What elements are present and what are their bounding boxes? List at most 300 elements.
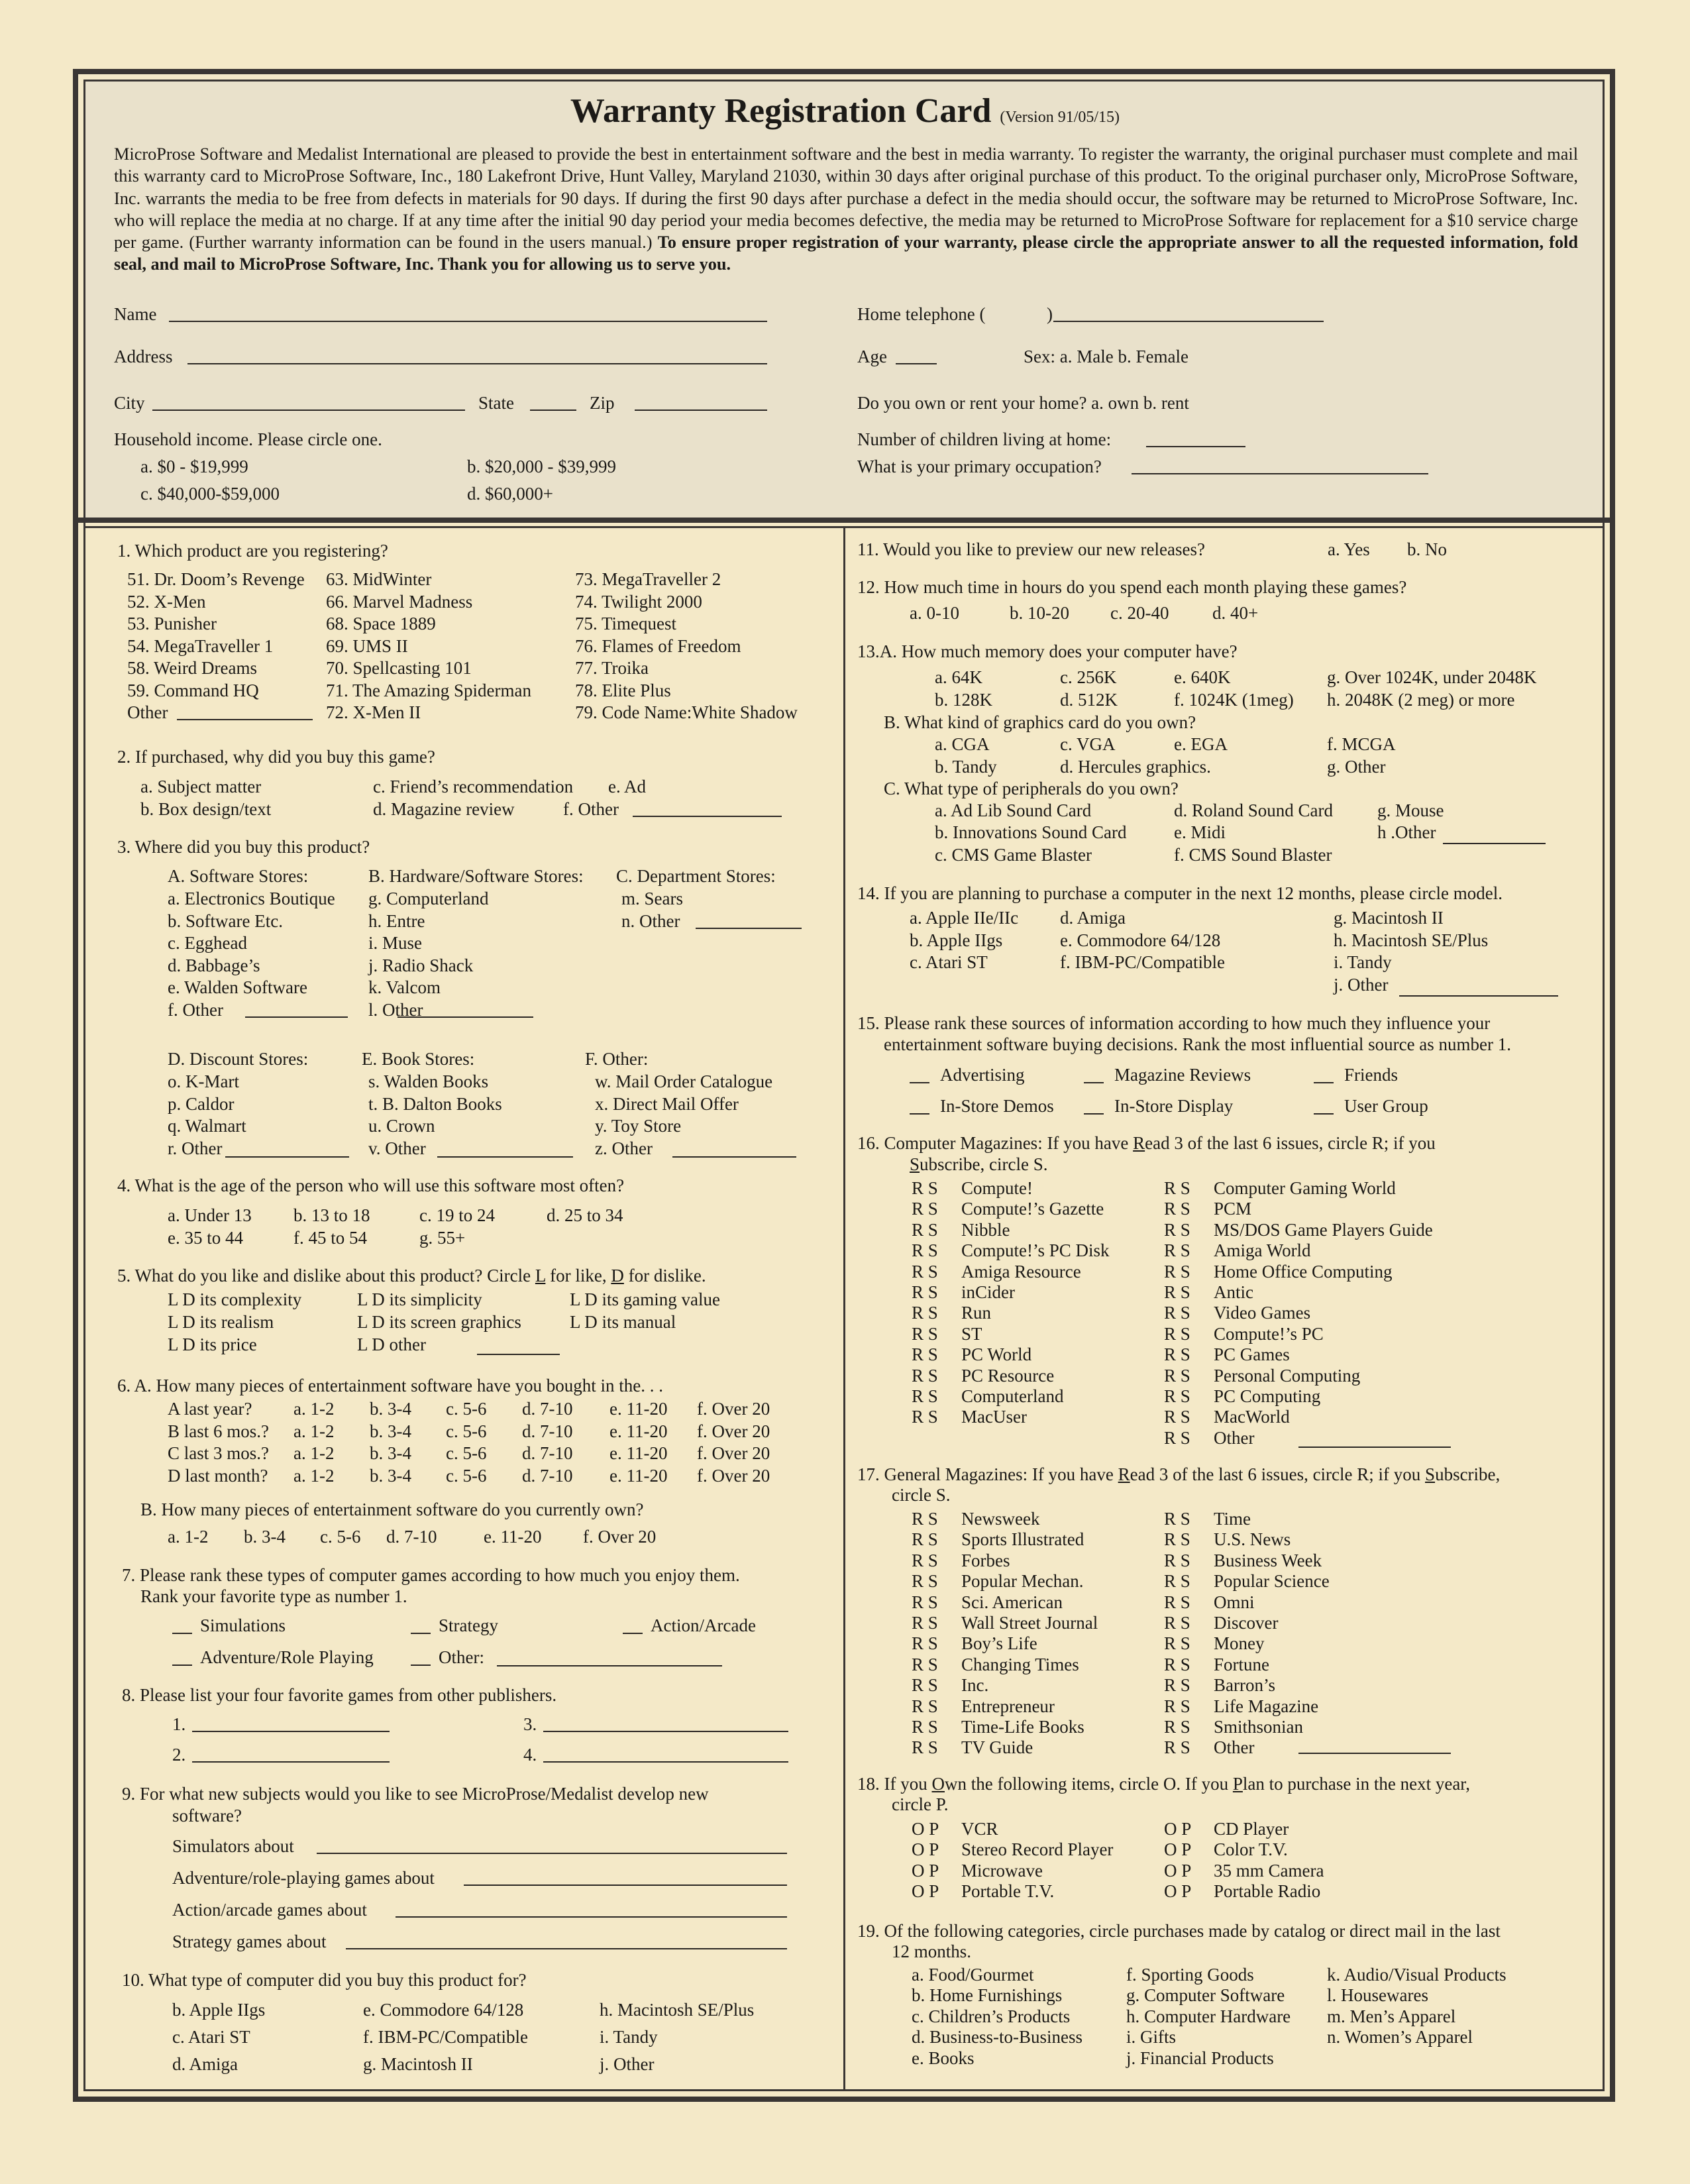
q17-question-1 [857, 1464, 1500, 1486]
q16-magazine-marker[interactable]: R S [1164, 1323, 1190, 1344]
q17-magazine-marker[interactable]: R S [1164, 1717, 1190, 1737]
q6-count-option[interactable]: c. 5-6 [446, 1399, 487, 1419]
q10-computer-option[interactable]: j. Other [600, 2054, 655, 2074]
q12-time-option[interactable]: b. 10-20 [1010, 603, 1069, 623]
q17-magazine-marker[interactable]: R S [912, 1717, 938, 1737]
q19-category-option[interactable]: m. Men’s Apparel [1327, 2006, 1456, 2026]
q6-count-option[interactable]: d. 7-10 [522, 1421, 573, 1441]
q16-magazine-marker[interactable]: R S [912, 1365, 938, 1386]
q13b-graphics-option[interactable]: f. MCGA [1327, 734, 1396, 754]
q18-item-marker[interactable]: O P [912, 1860, 939, 1881]
q7-game-type: Action/Arcade [651, 1615, 756, 1635]
q7-rank-blank[interactable] [172, 1633, 192, 1634]
q1-product-option[interactable]: 59. Command HQ [127, 680, 259, 700]
q9-adventure-field[interactable] [464, 1884, 787, 1886]
q1-product-option[interactable]: 66. Marvel Madness [326, 591, 473, 612]
q14-computer-option[interactable]: e. Commodore 64/128 [1060, 930, 1221, 950]
q13c-peripheral-option[interactable]: f. CMS Sound Blaster [1174, 845, 1332, 865]
q12-time-option[interactable]: c. 20-40 [1110, 603, 1169, 623]
q6-count-option[interactable]: e. 11-20 [609, 1443, 668, 1463]
q16-text-R: R [1133, 1133, 1145, 1153]
q19-category-option[interactable]: f. Sporting Goods [1126, 1965, 1254, 1985]
q3-v-other-field[interactable] [437, 1156, 573, 1158]
q16-magazine-marker[interactable]: R S [1164, 1219, 1190, 1240]
q16-other-field[interactable] [1298, 1447, 1451, 1448]
q6-count-option[interactable]: D last month? [168, 1465, 268, 1486]
q16-magazine-marker[interactable]: R S [912, 1323, 938, 1344]
q9-simulators-field[interactable] [317, 1853, 787, 1854]
q16-magazine-marker[interactable]: R S [1164, 1386, 1190, 1406]
q1-product-option[interactable]: 69. UMS II [326, 635, 408, 656]
q8-field-1[interactable] [192, 1731, 390, 1732]
q6-count-option[interactable]: b. 3-4 [370, 1443, 411, 1463]
q17-magazine-marker[interactable]: R S [912, 1529, 938, 1550]
q16-magazine-marker[interactable]: R S [912, 1344, 938, 1365]
q6-count-option[interactable]: d. 7-10 [522, 1399, 573, 1419]
q3-store-option[interactable]: u. Crown [368, 1116, 435, 1136]
q16-magazine: ST [961, 1323, 982, 1344]
q9-strategy-field[interactable] [346, 1948, 787, 1949]
q3-store-option[interactable]: p. Caldor [168, 1093, 235, 1114]
q13c-other-field[interactable] [1443, 843, 1546, 844]
q8-num-4: 4. [523, 1745, 537, 1765]
q3-store-option[interactable]: t. B. Dalton Books [368, 1093, 502, 1114]
q6-count-option[interactable]: a. 1-2 [293, 1421, 335, 1441]
q17-magazine-marker[interactable]: R S [912, 1696, 938, 1716]
q14-computer-option[interactable]: f. IBM-PC/Compatible [1060, 952, 1225, 972]
address-label: Address [114, 347, 173, 366]
q17-magazine-marker[interactable]: R S [912, 1613, 938, 1633]
q15-rank-blank[interactable] [1084, 1082, 1104, 1083]
q1-product-option[interactable]: 74. Twilight 2000 [575, 591, 702, 612]
q1-product-option[interactable]: 58. Weird Dreams [127, 658, 258, 678]
q1-product-option[interactable]: 79. Code Name:White Shadow [575, 702, 798, 722]
q18-item: CD Player [1214, 1819, 1289, 1839]
q17-magazine-marker[interactable]: R S [912, 1737, 938, 1758]
q2-option-e[interactable]: e. Ad [608, 777, 646, 796]
q6-count-option[interactable]: b. 3-4 [370, 1421, 411, 1441]
q15-rank-blank[interactable] [1314, 1082, 1334, 1083]
q4-age-option[interactable]: a. Under 13 [168, 1205, 252, 1225]
q3-store-option[interactable]: o. K-Mart [168, 1071, 239, 1091]
q6-count-option[interactable]: f. Over 20 [697, 1421, 770, 1441]
home-phone-field[interactable] [1053, 321, 1324, 322]
q2-other-field[interactable] [633, 816, 782, 817]
q14-computer-option[interactable]: b. Apple IIgs [910, 930, 1003, 950]
q6b-count-option[interactable]: d. 7-10 [386, 1527, 437, 1547]
q6-count-option[interactable]: c. 5-6 [446, 1465, 487, 1486]
q6-count-option[interactable]: e. 11-20 [609, 1465, 668, 1486]
q6-count-option[interactable]: a. 1-2 [293, 1465, 335, 1486]
q6-count-option[interactable]: B last 6 mos.? [168, 1421, 269, 1441]
q6-count-option[interactable]: d. 7-10 [522, 1443, 573, 1463]
q19-question-1: 19. Of the following categories, circle purchases made by catalog or direct mail in the last [857, 1921, 1501, 1941]
q3-store-option[interactable]: a. Electronics Boutique [168, 889, 335, 908]
q16-magazine-marker[interactable]: R S [1164, 1282, 1190, 1302]
q7-rank-blank[interactable] [623, 1633, 643, 1634]
q17-magazine-marker[interactable]: R S [1164, 1654, 1190, 1674]
q14-computer-option[interactable]: a. Apple IIe/IIc [910, 908, 1019, 928]
q17-magazine-marker[interactable]: R S [912, 1550, 938, 1570]
q4-age-option[interactable]: f. 45 to 54 [293, 1228, 367, 1248]
q17-magazine: Business Week [1214, 1550, 1322, 1570]
q13c-peripheral-option[interactable]: a. Ad Lib Sound Card [935, 800, 1092, 820]
q6-count-option[interactable]: f. Over 20 [697, 1399, 770, 1419]
q16-magazine-marker[interactable]: R S [912, 1219, 938, 1240]
q13b-graphics-option[interactable]: g. Other [1327, 757, 1386, 777]
own-rent-question[interactable]: Do you own or rent your home? a. own b. rent [857, 393, 1189, 413]
q10-computer-option[interactable]: h. Macintosh SE/Plus [600, 2000, 755, 2020]
q6-count-option[interactable]: b. 3-4 [370, 1399, 411, 1419]
q16-magazine-marker[interactable]: R S [912, 1199, 938, 1219]
q15-rank-blank[interactable] [910, 1113, 929, 1115]
q10-computer-option[interactable]: b. Apple IIgs [172, 2000, 266, 2020]
q13b-graphics-option[interactable]: c. VGA [1060, 734, 1116, 754]
q18-item-marker[interactable]: O P [912, 1819, 939, 1839]
q4-age-option[interactable]: d. 25 to 34 [547, 1205, 623, 1225]
q16-magazine-marker[interactable]: R S [1164, 1365, 1190, 1386]
q5-like-dislike-option[interactable]: L D its screen graphics [357, 1312, 521, 1332]
q9-action-field[interactable] [396, 1916, 787, 1918]
q16-magazine: Compute! [961, 1178, 1033, 1198]
q3-store-option[interactable]: l. Other [368, 999, 423, 1020]
q13c-peripheral-option[interactable]: g. Mouse [1377, 800, 1444, 820]
q1-product-option[interactable]: 63. MidWinter [326, 569, 432, 589]
q10-computer-option[interactable]: d. Amiga [172, 2054, 238, 2074]
age-field[interactable] [896, 363, 937, 364]
occupation-field[interactable] [1132, 473, 1428, 474]
q17-magazine-marker[interactable]: R S [912, 1675, 938, 1696]
q9-simulators: Simulators about [172, 1836, 294, 1856]
q19-category-option[interactable]: i. Gifts [1126, 2027, 1177, 2048]
q15-rank-blank[interactable] [910, 1082, 929, 1083]
q1-product-option[interactable]: 70. Spellcasting 101 [326, 658, 472, 678]
q17-magazine-marker[interactable]: R S [1164, 1571, 1190, 1592]
q6b-count-option[interactable]: f. Over 20 [583, 1527, 657, 1547]
q16-magazine: PC Computing [1214, 1386, 1321, 1406]
q1-product-option[interactable]: 75. Timequest [575, 614, 677, 633]
q2-option-c[interactable]: c. Friend’s recommendation [373, 777, 574, 796]
q3-store-option[interactable]: g. Computerland [368, 889, 489, 908]
q16-magazine: Home Office Computing [1214, 1261, 1393, 1282]
income-option-a[interactable]: a. $0 - $19,999 [140, 457, 248, 476]
q1-question: 1. Which product are you registering? [117, 541, 388, 561]
q13c-peripheral-option[interactable]: c. CMS Game Blaster [935, 845, 1092, 865]
q13c-peripheral-option[interactable]: d. Roland Sound Card [1174, 800, 1333, 820]
q19-category-option[interactable]: h. Computer Hardware [1126, 2006, 1291, 2026]
q17-magazine: Inc. [961, 1675, 989, 1696]
q13a-memory-option[interactable]: d. 512K [1060, 690, 1118, 710]
q5-like-dislike-option[interactable]: L D its simplicity [357, 1289, 482, 1309]
q16-magazine-marker[interactable]: R S [1164, 1344, 1190, 1365]
q3-b-other-field[interactable] [397, 1016, 533, 1018]
q1-product-option[interactable]: 78. Elite Plus [575, 680, 671, 700]
children-field[interactable] [1146, 446, 1245, 447]
q17-magazine: TV Guide [961, 1737, 1033, 1758]
q17-magazine-marker[interactable]: R S [1164, 1550, 1190, 1570]
q11-no[interactable]: b. No [1407, 539, 1447, 559]
income-option-b[interactable]: b. $20,000 - $39,999 [467, 457, 616, 476]
q3-store-option[interactable]: e. Walden Software [168, 977, 308, 997]
q7-rank-blank[interactable] [172, 1665, 192, 1666]
q3-store-option[interactable]: m. Sears [621, 889, 683, 908]
q3-store-option[interactable]: h. Entre [368, 910, 425, 931]
q14-computer-option[interactable]: g. Macintosh II [1334, 908, 1444, 928]
q17-magazine-marker[interactable]: R S [1164, 1633, 1190, 1654]
income-option-c[interactable]: c. $40,000-$59,000 [140, 484, 280, 504]
q17-magazine: Life Magazine [1214, 1696, 1319, 1716]
q15-rank-blank[interactable] [1084, 1113, 1104, 1115]
q3-header-c: C. Department Stores: [616, 866, 776, 886]
q3-store-option[interactable]: z. Other [595, 1138, 653, 1158]
q3-z-other-field[interactable] [672, 1156, 796, 1158]
sex-options[interactable]: Sex: a. Male b. Female [1024, 347, 1188, 366]
q17-magazine-marker[interactable]: R S [1164, 1675, 1190, 1696]
q6-count-option[interactable]: d. 7-10 [522, 1465, 573, 1486]
q4-age-option[interactable]: b. 13 to 18 [293, 1205, 370, 1225]
q16-magazine-marker[interactable]: R S [1164, 1199, 1190, 1219]
q4-age-option[interactable]: c. 19 to 24 [419, 1205, 495, 1225]
q16-magazine-marker[interactable]: R S [1164, 1303, 1190, 1323]
q14-computer-option[interactable]: i. Tandy [1334, 952, 1392, 972]
q19-category-option[interactable]: e. Books [912, 2048, 975, 2068]
q13b-graphics-option[interactable]: d. Hercules graphics. [1060, 757, 1211, 777]
q18-item-marker[interactable]: O P [912, 1839, 939, 1860]
q13b-graphics-option[interactable]: a. CGA [935, 734, 990, 754]
q17-magazine-marker[interactable]: R S [1164, 1613, 1190, 1633]
q13a-memory-option[interactable]: h. 2048K (2 meg) or more [1327, 690, 1515, 710]
q6b-count-option[interactable]: a. 1-2 [168, 1527, 209, 1547]
q6-count-option[interactable]: a. 1-2 [293, 1399, 335, 1419]
q17-magazine-marker[interactable]: R S [912, 1633, 938, 1654]
q17-other-field[interactable] [1298, 1753, 1451, 1754]
q5-like-dislike-option[interactable]: L D other [357, 1335, 426, 1354]
q19-category-option[interactable]: k. Audio/Visual Products [1327, 1965, 1506, 1985]
q19-category-option[interactable]: d. Business-to-Business [912, 2027, 1083, 2048]
q12-question: 12. How much time in hours do you spend each month playing these games? [857, 577, 1407, 597]
q14-computer-option[interactable]: d. Amiga [1060, 908, 1126, 928]
q4-age-option[interactable]: g. 55+ [419, 1228, 466, 1248]
q3-store-option[interactable]: c. Egghead [168, 933, 247, 953]
q14-computer-option[interactable]: j. Other [1334, 974, 1389, 995]
q19-category-option[interactable]: b. Home Furnishings [912, 1985, 1063, 2006]
q16-magazine-marker[interactable]: R S [912, 1240, 938, 1261]
q6-count-option[interactable]: e. 11-20 [609, 1399, 668, 1419]
q13b-graphics-option[interactable]: b. Tandy [935, 757, 997, 777]
q3-store-option[interactable]: k. Valcom [368, 977, 441, 997]
q19-category-option[interactable]: c. Children’s Products [912, 2006, 1071, 2026]
q6-count-option[interactable]: b. 3-4 [370, 1465, 411, 1486]
state-field[interactable] [530, 410, 576, 411]
q13a-memory-option[interactable]: f. 1024K (1meg) [1174, 690, 1294, 710]
q6a-question: 6. A. How many pieces of entertainment software have you bought in the. . . [117, 1376, 664, 1395]
q1-product-option[interactable]: 51. Dr. Doom’s Revenge [127, 569, 305, 589]
q7-rank-blank[interactable] [411, 1665, 431, 1666]
q17-magazine-marker[interactable]: R S [1164, 1529, 1190, 1550]
q3-store-option[interactable]: i. Muse [368, 933, 422, 953]
q13c-peripheral-option[interactable]: e. Midi [1174, 822, 1226, 842]
q18-item-marker[interactable]: O P [912, 1881, 939, 1902]
q14-other-field[interactable] [1399, 995, 1558, 997]
q3-store-option[interactable]: d. Babbage’s [168, 955, 260, 975]
q3-store-option[interactable]: n. Other [621, 910, 680, 931]
q17-magazine-marker[interactable]: R S [912, 1592, 938, 1612]
q3-store-option[interactable]: j. Radio Shack [368, 955, 474, 975]
q5-like-dislike-option[interactable]: L D its price [168, 1335, 257, 1354]
q5-like-dislike-option[interactable]: L D its complexity [168, 1289, 302, 1309]
name-field[interactable] [169, 321, 767, 322]
q13a-memory-option[interactable]: c. 256K [1060, 667, 1117, 687]
q3-r-other-field[interactable] [225, 1156, 349, 1158]
q8-field-2[interactable] [192, 1761, 390, 1763]
q18-item-marker[interactable]: O P [1164, 1819, 1192, 1839]
q10-computer-option[interactable]: e. Commodore 64/128 [363, 2000, 524, 2020]
q8-field-4[interactable] [543, 1761, 788, 1763]
q17-magazine-marker[interactable]: R S [912, 1654, 938, 1674]
q1-product-option[interactable]: Other [127, 702, 168, 722]
q3-store-option[interactable]: w. Mail Order Catalogue [595, 1071, 773, 1091]
q2-option-a[interactable]: a. Subject matter [140, 777, 262, 796]
q16-magazine-marker[interactable]: R S [912, 1282, 938, 1302]
q19-category-option[interactable]: n. Women’s Apparel [1327, 2027, 1473, 2048]
address-field[interactable] [187, 363, 767, 364]
q6-count-option[interactable]: f. Over 20 [697, 1443, 770, 1463]
q14-computer-option[interactable]: c. Atari ST [910, 952, 988, 972]
q2-option-b[interactable]: b. Box design/text [140, 799, 272, 819]
q7-game-type: Simulations [200, 1615, 286, 1635]
q3-a-other-field[interactable] [245, 1016, 348, 1018]
q11-yes[interactable]: a. Yes [1328, 539, 1370, 559]
q17-magazine: Money [1214, 1633, 1265, 1654]
q17-magazine: Forbes [961, 1550, 1010, 1570]
q3-c-other-field[interactable] [696, 928, 802, 929]
q18-item-marker[interactable]: O P [1164, 1839, 1192, 1860]
city-field[interactable] [152, 410, 465, 411]
q10-computer-option[interactable]: g. Macintosh II [363, 2054, 473, 2074]
q3-store-option[interactable]: v. Other [368, 1138, 426, 1158]
q3-store-option[interactable]: x. Direct Mail Offer [595, 1093, 739, 1114]
q6-count-option[interactable]: e. 11-20 [609, 1421, 668, 1441]
q18-item-marker[interactable]: O P [1164, 1881, 1192, 1902]
q16-magazine-marker[interactable]: R S [1164, 1407, 1190, 1427]
q1-product-option[interactable]: 68. Space 1889 [326, 614, 436, 633]
q17-magazine-marker[interactable]: R S [1164, 1696, 1190, 1716]
q7-game-type: Strategy [439, 1615, 498, 1635]
q10-computer-option[interactable]: c. Atari ST [172, 2027, 250, 2047]
q13a-memory-option[interactable]: e. 640K [1174, 667, 1231, 687]
q6b-count-option[interactable]: c. 5-6 [320, 1527, 361, 1547]
q18-item-marker[interactable]: O P [1164, 1860, 1192, 1881]
q16-magazine-marker[interactable]: R S [912, 1303, 938, 1323]
q1-product-option[interactable]: 54. MegaTraveller 1 [127, 635, 274, 656]
q3-question: 3. Where did you buy this product? [117, 837, 370, 857]
q16-magazine-marker[interactable]: R S [1164, 1427, 1190, 1448]
q17-magazine-marker[interactable]: R S [1164, 1737, 1190, 1758]
q1-other-field[interactable] [177, 719, 313, 720]
q5-like-dislike-option[interactable]: L D its realism [168, 1312, 274, 1332]
q6b-count-option[interactable]: e. 11-20 [484, 1527, 542, 1547]
q17-magazine: Sports Illustrated [961, 1529, 1084, 1550]
q16-magazine-marker[interactable]: R S [1164, 1178, 1190, 1198]
zip-field[interactable] [635, 410, 767, 411]
q13c-peripheral-option[interactable]: b. Innovations Sound Card [935, 822, 1127, 842]
q17-magazine-marker[interactable]: R S [1164, 1592, 1190, 1612]
q16-magazine-marker[interactable]: R S [912, 1261, 938, 1282]
q10-computer-option[interactable]: i. Tandy [600, 2027, 658, 2047]
q6-count-option[interactable]: C last 3 mos.? [168, 1443, 269, 1463]
q1-product-option[interactable]: 72. X-Men II [326, 702, 421, 722]
q13a-memory-option[interactable]: a. 64K [935, 667, 982, 687]
q3-store-option[interactable]: b. Software Etc. [168, 910, 283, 931]
q3-store-option[interactable]: f. Other [168, 999, 223, 1020]
q1-product-option[interactable]: 76. Flames of Freedom [575, 635, 741, 656]
q16-magazine-marker[interactable]: R S [912, 1407, 938, 1427]
q5-like-dislike-option[interactable]: L D its gaming value [570, 1289, 720, 1309]
q5-like-dislike-option[interactable]: L D its manual [570, 1312, 676, 1332]
q19-category-option[interactable]: j. Financial Products [1126, 2048, 1274, 2068]
q6-count-option[interactable]: f. Over 20 [697, 1465, 770, 1486]
q16-text-3: ubscribe, circle S. [920, 1154, 1048, 1174]
q6-count-option[interactable]: c. 5-6 [446, 1421, 487, 1441]
occupation-label: What is your primary occupation? [857, 457, 1102, 476]
q2-option-f[interactable]: f. Other [563, 799, 619, 819]
q1-product-option[interactable]: 77. Troika [575, 658, 649, 678]
q1-product-option[interactable]: 52. X-Men [127, 591, 206, 612]
q16-magazine: Computer Gaming World [1214, 1178, 1396, 1198]
q3-store-option[interactable]: q. Walmart [168, 1116, 246, 1136]
q1-product-option[interactable]: 71. The Amazing Spiderman [326, 680, 531, 700]
q1-product-option[interactable]: 53. Punisher [127, 614, 217, 633]
q13a-memory-option[interactable]: g. Over 1024K, under 2048K [1327, 667, 1537, 687]
q13c-peripheral-option[interactable]: h .Other [1377, 822, 1436, 842]
q16-magazine-marker[interactable]: R S [1164, 1261, 1190, 1282]
q13a-memory-option[interactable]: b. 128K [935, 690, 992, 710]
q17-magazine-marker[interactable]: R S [912, 1571, 938, 1592]
q8-field-3[interactable] [543, 1731, 788, 1732]
q7-other-field[interactable] [497, 1665, 722, 1666]
income-option-d[interactable]: d. $60,000+ [467, 484, 553, 504]
q5-other-field[interactable] [477, 1354, 560, 1355]
q17-magazine-marker[interactable]: R S [1164, 1509, 1190, 1529]
q19-category-option[interactable]: l. Housewares [1327, 1985, 1428, 2006]
q10-computer-option[interactable]: f. IBM-PC/Compatible [363, 2027, 528, 2047]
q6-count-option[interactable]: a. 1-2 [293, 1443, 335, 1463]
q6-count-option[interactable]: A last year? [168, 1399, 252, 1419]
q3-store-option[interactable]: s. Walden Books [368, 1071, 489, 1091]
q6b-count-option[interactable]: b. 3-4 [244, 1527, 286, 1547]
q1-product-option[interactable]: 73. MegaTraveller 2 [575, 569, 721, 589]
q4-age-option[interactable]: e. 35 to 44 [168, 1228, 243, 1248]
q12-time-option[interactable]: a. 0-10 [910, 603, 959, 623]
q3-store-option[interactable]: r. Other [168, 1138, 223, 1158]
q12-time-option[interactable]: d. 40+ [1212, 603, 1259, 623]
q14-computer-option[interactable]: h. Macintosh SE/Plus [1334, 930, 1489, 950]
q16-magazine-marker[interactable]: R S [1164, 1240, 1190, 1261]
income-label: Household income. Please circle one. [114, 429, 382, 449]
q19-category-option[interactable]: a. Food/Gourmet [912, 1965, 1034, 1985]
q7-rank-blank[interactable] [411, 1633, 431, 1634]
q18-item: Stereo Record Player [961, 1839, 1114, 1860]
q16-magazine-marker[interactable]: R S [912, 1178, 938, 1198]
q16-magazine-marker[interactable]: R S [912, 1386, 938, 1406]
q6-count-option[interactable]: c. 5-6 [446, 1443, 487, 1463]
q15-rank-blank[interactable] [1314, 1113, 1334, 1115]
q13b-graphics-option[interactable]: e. EGA [1174, 734, 1228, 754]
q3-store-option[interactable]: y. Toy Store [595, 1116, 682, 1136]
q19-category-option[interactable]: g. Computer Software [1126, 1985, 1285, 2006]
q2-option-d[interactable]: d. Magazine review [373, 799, 515, 819]
q17-magazine-marker[interactable]: R S [912, 1509, 938, 1529]
